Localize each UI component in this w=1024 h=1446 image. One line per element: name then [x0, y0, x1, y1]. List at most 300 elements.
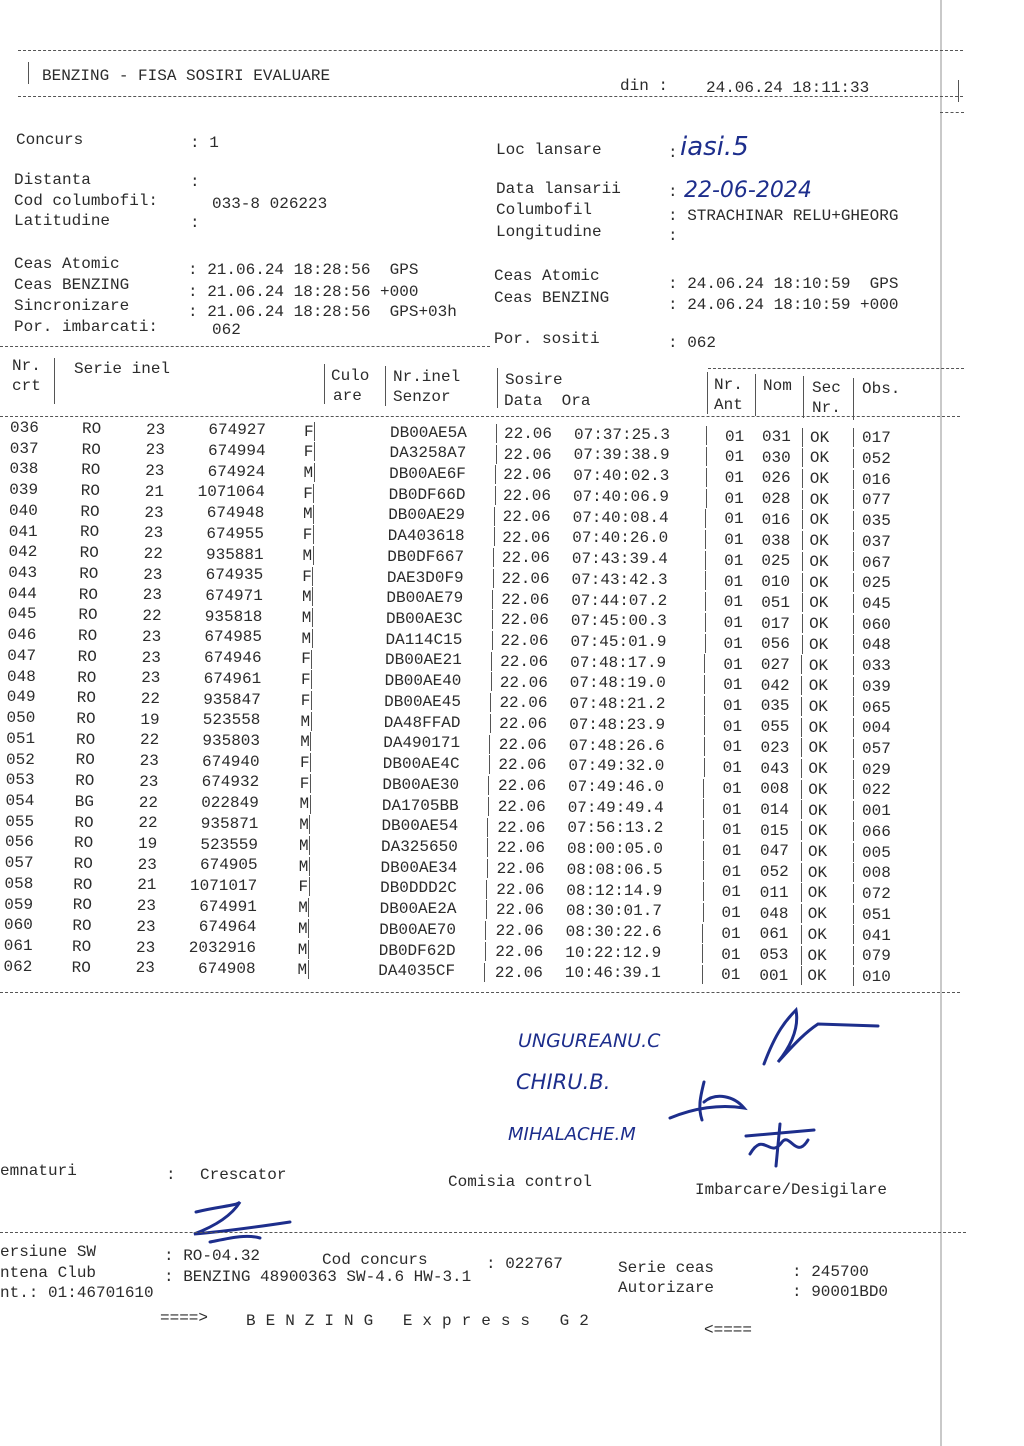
row-nr: 041	[8, 522, 38, 541]
col-nrinel-divider	[497, 368, 498, 408]
row-time: 07:44:07.2	[571, 591, 668, 610]
row-cell-divider	[705, 571, 706, 590]
row-sex: F	[302, 526, 313, 545]
row-time: 07:40:26.0	[572, 529, 669, 548]
row-cell-divider	[801, 676, 802, 695]
row-sec: OK	[810, 428, 830, 447]
row-cell-divider	[313, 484, 314, 503]
row-ant: 01	[722, 800, 742, 819]
header-bottom-rule	[18, 96, 963, 97]
col-nr-divider	[54, 358, 55, 404]
row-sex: F	[301, 671, 311, 690]
clock-left-1-label: Ceas Atomic	[14, 255, 120, 273]
row-ring: 935881	[206, 545, 264, 564]
row-country: RO	[77, 647, 97, 666]
row-ring: 674991	[199, 897, 257, 916]
row-nr: 042	[8, 543, 38, 562]
row-obs: 039	[862, 677, 891, 696]
row-cell-divider	[702, 924, 703, 943]
row-country: RO	[76, 709, 96, 728]
clock-right-1-label: Ceas Atomic	[494, 267, 600, 285]
row-cell-divider	[314, 422, 315, 441]
row-year: 23	[139, 772, 159, 791]
row-cell-divider	[491, 672, 492, 691]
row-obs: 072	[862, 885, 891, 904]
row-cell-divider	[853, 470, 854, 489]
row-cell-divider	[801, 800, 802, 819]
row-country: RO	[81, 461, 101, 480]
row-cell-divider	[311, 691, 312, 710]
row-time: 10:22:12.9	[565, 943, 662, 962]
row-nr: 050	[6, 709, 36, 728]
row-cell-divider	[492, 631, 493, 650]
row-ant: 01	[723, 696, 743, 715]
table-top-rule-right	[708, 368, 964, 369]
antena-club-label: ntena Club	[0, 1264, 97, 1282]
row-ant: 01	[722, 821, 742, 840]
row-country: RO	[80, 482, 100, 501]
row-cell-divider	[488, 776, 489, 795]
row-cell-divider	[802, 428, 803, 447]
row-sex: M	[298, 899, 308, 918]
row-obs: 029	[862, 760, 891, 779]
row-cell-divider	[801, 759, 802, 778]
row-nr: 054	[5, 791, 35, 810]
col-nom-header: Nom	[763, 377, 792, 395]
row-cell-divider	[703, 779, 704, 798]
row-sex: M	[297, 961, 308, 980]
row-ant: 01	[725, 427, 745, 446]
row-cell-divider	[801, 946, 802, 965]
row-cell-divider	[853, 801, 854, 820]
data-lansarii-label: Data lansarii	[496, 180, 621, 198]
row-cell-divider	[313, 505, 314, 524]
row-time: 07:37:25.3	[574, 425, 671, 444]
row-cell-divider	[853, 739, 854, 758]
row-cell-divider	[703, 820, 704, 839]
row-cell-divider	[703, 882, 704, 901]
row-sec: OK	[808, 677, 828, 696]
row-sensor: DA1705BB	[381, 796, 459, 815]
por-imbarcati-value: 062	[212, 321, 241, 339]
row-country: RO	[72, 917, 92, 936]
document-title: BENZING - FISA SOSIRI EVALUARE	[42, 67, 331, 85]
row-date: 22.06	[495, 901, 544, 920]
row-cell-divider	[704, 675, 705, 694]
row-ant: 01	[723, 614, 743, 633]
row-sensor: DA3258A7	[389, 444, 467, 463]
row-nr: 044	[8, 584, 37, 603]
row-sec: OK	[808, 801, 828, 820]
row-sex: M	[299, 836, 309, 855]
row-cell-divider	[493, 548, 494, 567]
row-nr: 039	[9, 481, 39, 500]
row-cell-divider	[702, 965, 703, 984]
row-cell-divider	[309, 815, 310, 834]
row-sex: M	[299, 816, 309, 835]
por-sositi-label: Por. sositi	[494, 330, 600, 348]
row-time: 08:00:05.0	[567, 840, 664, 859]
row-time: 10:46:39.1	[564, 964, 661, 983]
row-sec: OK	[809, 511, 829, 530]
row-date: 22.06	[499, 673, 548, 692]
table-bottom-rule	[0, 992, 960, 993]
row-sec: OK	[809, 552, 829, 571]
col-serie-header: Serie inel	[74, 360, 171, 378]
commission-name-3: MIHALACHE.M	[508, 1124, 636, 1145]
row-ring: 674932	[201, 773, 260, 792]
row-sex: M	[301, 609, 312, 627]
row-sex: M	[303, 463, 314, 482]
row-nom: 001	[759, 966, 789, 985]
row-date: 22.06	[498, 756, 547, 775]
row-ant: 01	[722, 738, 742, 757]
row-ant: 01	[721, 904, 741, 923]
row-cell-divider	[312, 608, 313, 627]
row-ant: 01	[724, 489, 744, 508]
row-cell-divider	[704, 716, 705, 735]
row-date: 22.06	[496, 860, 545, 879]
row-nom: 025	[761, 552, 791, 571]
row-obs: 001	[862, 802, 891, 821]
row-obs: 010	[862, 967, 891, 986]
row-time: 08:08:06.5	[566, 860, 663, 879]
row-country: RO	[81, 440, 101, 459]
row-sensor: DA403618	[387, 527, 465, 546]
row-nom: 028	[761, 490, 791, 509]
row-ant: 01	[722, 779, 742, 798]
row-cell-divider	[308, 940, 309, 959]
row-sec: OK	[808, 822, 828, 841]
signature-mark-1	[756, 1002, 886, 1072]
clock-left-2-label: Ceas BENZING	[14, 276, 130, 294]
row-obs: 008	[862, 864, 891, 883]
row-ant: 01	[724, 448, 745, 467]
row-date: 22.06	[495, 922, 544, 941]
row-cell-divider	[801, 655, 802, 674]
row-sex: F	[300, 754, 310, 773]
row-nr: 045	[7, 605, 37, 624]
row-obs: 033	[862, 657, 891, 676]
row-nom: 061	[759, 925, 789, 944]
row-ring: 674905	[200, 856, 258, 875]
row-cell-divider	[313, 525, 314, 544]
row-sensor: DB0DF667	[387, 547, 465, 566]
row-cell-divider	[487, 859, 488, 878]
row-nom: 023	[760, 738, 790, 757]
row-time: 07:49:49.4	[567, 798, 664, 817]
row-cell-divider	[309, 877, 310, 896]
col-nrant-header-1: Nr.	[714, 376, 743, 394]
row-sex: M	[299, 795, 310, 814]
row-year: 23	[144, 503, 164, 522]
row-nom: 055	[760, 718, 790, 737]
commission-name-1: UNGUREANU.C	[518, 1030, 661, 1052]
row-sensor: DA4035CF	[378, 962, 456, 981]
row-time: 07:49:32.0	[568, 757, 665, 776]
row-sensor: DB0DF62D	[378, 941, 456, 960]
row-time: 07:49:46.0	[568, 778, 665, 796]
row-ant: 01	[723, 593, 743, 612]
concurs-label: Concurs	[16, 131, 84, 149]
row-sec: OK	[808, 656, 829, 675]
row-date: 22.06	[495, 942, 544, 961]
row-nr: 048	[7, 667, 36, 686]
col-sosire-divider	[707, 372, 708, 414]
row-country: RO	[71, 958, 91, 977]
col-nr-header-1: Nr.	[12, 357, 41, 375]
row-ring: 674971	[205, 586, 263, 605]
row-cell-divider	[801, 966, 802, 985]
row-nr: 046	[7, 626, 37, 645]
por-sositi-value: : 062	[668, 334, 717, 352]
row-ring: 674964	[198, 918, 257, 937]
clock-right-1-value: : 24.06.24 18:10:59 GPS	[668, 275, 899, 293]
row-date: 22.06	[497, 818, 546, 837]
banner-left-arrow: ====>	[160, 1309, 209, 1327]
row-cell-divider	[487, 838, 488, 857]
col-nrinel-header-1: Nr.inel	[393, 368, 461, 386]
row-nr: 038	[9, 460, 39, 479]
report-date-value: 24.06.24 18:11:33	[706, 79, 870, 97]
row-cell-divider	[801, 842, 802, 861]
row-nom: 035	[760, 697, 790, 716]
row-date: 22.06	[503, 466, 552, 485]
row-sensor: DB00AE3C	[385, 610, 463, 629]
row-nr: 058	[4, 874, 34, 893]
row-sensor: DB0DDD2C	[380, 879, 457, 898]
row-nom: 015	[760, 821, 789, 840]
row-cell-divider	[310, 732, 311, 751]
col-nrant-header-2: Ant	[714, 396, 743, 414]
row-cell-divider	[802, 614, 803, 633]
col-sosire-header-2: Data Ora	[504, 392, 591, 410]
row-cell-divider	[853, 718, 854, 737]
distanta-value: :	[190, 173, 200, 191]
row-obs: 017	[862, 429, 891, 448]
row-year: 23	[145, 462, 165, 481]
row-obs: 057	[862, 740, 891, 759]
row-nom: 014	[760, 800, 789, 819]
row-obs: 016	[862, 470, 891, 489]
row-cell-divider	[853, 552, 854, 571]
row-year: 21	[144, 482, 164, 501]
row-sex: F	[298, 878, 309, 897]
row-date: 22.06	[497, 797, 546, 816]
row-cell-divider	[801, 718, 802, 737]
row-cell-divider	[705, 551, 706, 570]
row-ring: 674994	[208, 441, 266, 460]
row-ant: 01	[724, 531, 744, 550]
row-obs: 051	[862, 905, 891, 924]
row-cell-divider	[494, 507, 495, 526]
row-ring: 674908	[198, 959, 256, 978]
row-obs: 005	[862, 843, 891, 862]
row-nr: 049	[6, 688, 36, 707]
col-sec-divider	[853, 378, 854, 420]
row-cell-divider	[802, 573, 803, 592]
row-nom: 047	[760, 842, 789, 861]
comisia-control-label: Comisia control	[448, 1173, 593, 1191]
col-serie-divider	[324, 364, 325, 404]
row-year: 22	[143, 544, 163, 563]
row-country: RO	[76, 730, 96, 749]
row-obs: 067	[862, 553, 891, 572]
row-nom: 051	[761, 593, 790, 612]
row-ant: 01	[721, 862, 742, 881]
row-cell-divider	[492, 590, 493, 609]
row-cell-divider	[802, 510, 803, 529]
row-nom: 042	[760, 676, 790, 695]
row-country: RO	[82, 419, 102, 438]
row-cell-divider	[492, 610, 493, 629]
row-date: 22.06	[501, 590, 550, 609]
cod-concurs-value: : 022767	[486, 1255, 563, 1273]
row-country: RO	[78, 585, 98, 604]
row-sensor: DB00AE40	[384, 672, 462, 691]
row-sec: OK	[809, 594, 829, 613]
row-nom: 043	[760, 759, 790, 778]
row-year: 23	[135, 959, 155, 978]
antena-nt-line: nt.: 01:46701610	[0, 1284, 154, 1302]
row-cell-divider	[802, 593, 803, 612]
row-country: RO	[73, 854, 93, 873]
col-sec-header-1: Sec	[812, 379, 841, 397]
semnaturi-colon: :	[166, 1166, 176, 1184]
row-time: 07:48:19.0	[569, 674, 666, 693]
row-cell-divider	[704, 654, 705, 673]
clock-right-2-value: : 24.06.24 18:10:59 +000	[668, 296, 899, 314]
row-sec: OK	[807, 925, 827, 944]
row-sec: OK	[809, 615, 829, 634]
row-cell-divider	[486, 880, 487, 899]
row-cell-divider	[802, 552, 803, 571]
col-nrinel-header-2: Senzor	[393, 388, 451, 406]
row-ring: 674935	[205, 566, 264, 585]
row-year: 23	[141, 648, 161, 667]
row-country: RO	[75, 751, 95, 770]
row-cell-divider	[853, 615, 854, 634]
row-sec: OK	[808, 843, 828, 861]
commission-name-2: CHIRU.B.	[516, 1070, 611, 1094]
row-cell-divider	[704, 737, 705, 756]
signature-mark-3	[740, 1120, 820, 1170]
row-cell-divider	[308, 960, 309, 979]
serie-ceas-label: Serie ceas	[618, 1259, 715, 1277]
row-cell-divider	[853, 905, 854, 924]
row-cell-divider	[486, 900, 487, 919]
row-sec: OK	[807, 884, 827, 903]
row-time: 07:48:23.9	[569, 715, 666, 734]
row-cell-divider	[312, 567, 313, 586]
cod-concurs-label: Cod concurs	[322, 1251, 428, 1269]
row-cell-divider	[312, 587, 313, 606]
row-sensor: DB00AE34	[380, 858, 458, 877]
row-cell-divider	[853, 822, 854, 841]
row-cell-divider	[487, 818, 488, 837]
row-cell-divider	[802, 469, 803, 488]
imbarcare-label: Imbarcare/Desigilare	[695, 1181, 888, 1199]
row-nom: 056	[761, 635, 790, 654]
row-cell-divider	[703, 903, 704, 922]
row-cell-divider	[495, 465, 496, 484]
row-ant: 01	[721, 883, 741, 902]
row-time: 07:43:42.3	[571, 570, 668, 589]
row-cell-divider	[491, 652, 492, 671]
row-time: 07:40:08.4	[572, 508, 669, 527]
report-date-label: din :	[620, 77, 669, 95]
row-sensor: DA490171	[383, 734, 461, 753]
row-country: RO	[80, 502, 100, 521]
row-sex: M	[302, 588, 312, 607]
row-ring: 674940	[202, 752, 260, 771]
row-cell-divider	[308, 898, 309, 917]
row-ring: 674955	[206, 524, 264, 543]
row-sensor: DB00AE6F	[389, 465, 466, 483]
row-sec: OK	[809, 532, 829, 551]
row-nr: 061	[3, 937, 33, 955]
row-cell-divider	[853, 863, 854, 882]
row-year: 23	[139, 752, 159, 771]
row-nr: 036	[10, 419, 39, 437]
row-year: 22	[142, 607, 162, 626]
row-cell-divider	[308, 919, 309, 938]
row-country: RO	[72, 896, 92, 915]
row-cell-divider	[801, 738, 802, 757]
row-cell-divider	[801, 863, 802, 882]
row-sex: M	[303, 505, 313, 524]
loc-lansare-colon: :	[668, 144, 678, 162]
row-nom: 030	[761, 448, 791, 467]
row-sensor: DB00AE79	[386, 589, 464, 608]
longitudine-label: Longitudine	[496, 223, 602, 241]
row-sensor: DA48FFAD	[383, 713, 461, 732]
col-culoare-divider	[385, 366, 386, 406]
row-nr: 053	[5, 771, 35, 790]
row-sec: OK	[809, 635, 829, 654]
row-cell-divider	[853, 635, 854, 654]
row-date: 22.06	[502, 528, 551, 547]
clock-left-3-label: Sincronizare	[14, 297, 130, 315]
row-year: 23	[144, 524, 164, 543]
row-sensor: DB00AE54	[381, 817, 459, 836]
row-sec: OK	[809, 449, 830, 468]
row-date: 22.06	[502, 487, 551, 506]
row-country: RO	[80, 523, 100, 542]
row-time: 07:39:38.9	[573, 446, 670, 465]
row-date: 22.06	[499, 715, 548, 733]
row-country: RO	[78, 627, 98, 646]
row-date: 22.06	[503, 445, 552, 464]
row-nom: 031	[762, 428, 791, 447]
crescator-label: Crescator	[200, 1166, 287, 1184]
row-nom: 010	[761, 573, 791, 592]
row-year: 23	[146, 420, 166, 439]
row-date: 22.06	[494, 963, 543, 982]
row-country: RO	[73, 875, 93, 894]
row-cell-divider	[853, 946, 854, 965]
row-cell-divider	[705, 634, 706, 653]
row-ring: 935871	[200, 814, 259, 833]
row-country: RO	[77, 668, 97, 687]
columbofil-value: : STRACHINAR RELU+GHEORG	[668, 207, 899, 225]
row-obs: 060	[862, 615, 891, 634]
row-nom: 027	[760, 655, 790, 674]
row-obs: 066	[862, 822, 891, 841]
row-sex: M	[302, 546, 313, 565]
row-cell-divider	[495, 486, 496, 505]
row-nom: 026	[761, 469, 791, 488]
